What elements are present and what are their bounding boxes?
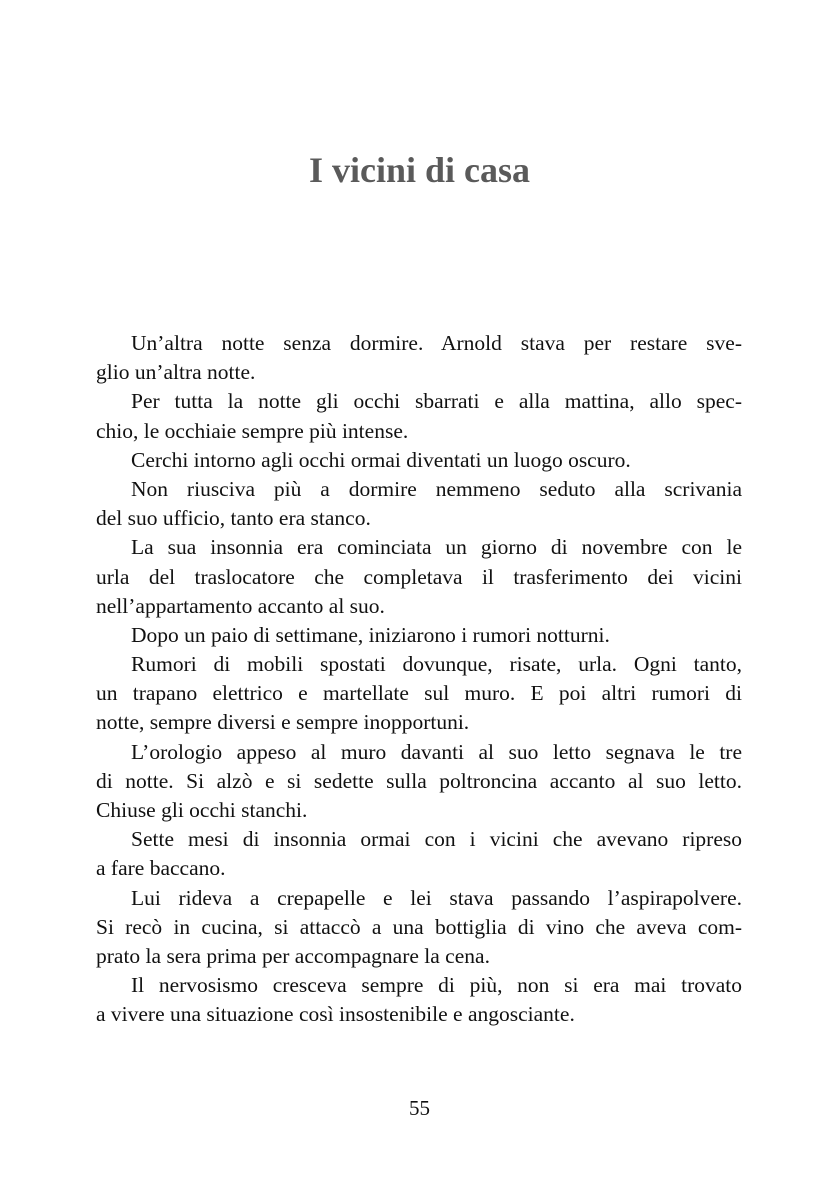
- text-line: Sette mesi di insonnia ormai con i vicini che avevano ripreso: [131, 827, 742, 852]
- paragraph: [96, 825, 742, 883]
- text-line: L’orologio appeso al muro davanti al suo letto segnava le tre: [131, 739, 742, 764]
- paragraph: [96, 650, 742, 738]
- chapter-body: [96, 329, 742, 1030]
- text-line: del suo ufficio, tanto era stanco.: [96, 506, 371, 531]
- text-line: urla del traslocatore che completava il trasferimento dei vicini: [96, 564, 742, 589]
- paragraph: [96, 387, 742, 445]
- text-line: un trapano elettrico e martellate sul muro. E poi altri rumori di: [96, 681, 742, 706]
- text-line: Cerchi intorno agli occhi ormai diventati un luogo oscuro.: [131, 447, 631, 472]
- paragraph: [96, 329, 742, 387]
- text-line: Un’altra notte senza dormire. Arnold stava per restare sve-: [131, 331, 742, 355]
- text-line: nell’appartamento accanto al suo.: [96, 593, 385, 618]
- text-line: chio, le occhiaie sempre più intense.: [96, 418, 409, 443]
- text-line: Si recò in cucina, si attaccò a una bottiglia di vino che aveva com-: [96, 914, 742, 939]
- page-number: 55: [409, 1096, 430, 1120]
- paragraph: [96, 971, 742, 1029]
- text-line: Lui rideva a crepapelle e lei stava passando l’aspirapolvere.: [131, 885, 742, 910]
- text-line: di notte. Si alzò e si sedette sulla poltroncina accanto al suo letto.: [96, 768, 742, 793]
- text-line: glio un’altra notte.: [96, 360, 256, 385]
- text-line: prato la sera prima per accompagnare la cena.: [96, 943, 490, 968]
- text-line: a vivere una situazione così insostenibile e angosciante.: [96, 1002, 575, 1027]
- chapter-title: I vicini di casa: [308, 150, 531, 190]
- paragraph: [96, 446, 742, 475]
- text-line: Per tutta la notte gli occhi sbarrati e alla mattina, allo spec-: [131, 389, 742, 414]
- paragraph: [96, 884, 742, 972]
- text-line: a fare baccano.: [96, 856, 226, 881]
- paragraph: [96, 475, 742, 533]
- text-line: notte, sempre diversi e sempre inopportuni.: [96, 710, 470, 735]
- text-line: Rumori di mobili spostati dovunque, risate, urla. Ogni tanto,: [131, 652, 742, 677]
- text-line: La sua insonnia era cominciata un giorno di novembre con le: [131, 535, 742, 560]
- text-line: Il nervosismo cresceva sempre di più, non si era mai trovato: [131, 973, 742, 998]
- paragraph: [96, 533, 742, 621]
- text-line: Chiuse gli occhi stanchi.: [96, 798, 308, 822]
- text-line: Dopo un paio di settimane, iniziarono i rumori notturni.: [131, 622, 610, 647]
- paragraph: [96, 621, 742, 650]
- paragraph: [96, 738, 742, 826]
- text-line: Non riusciva più a dormire nemmeno seduto alla scrivania: [131, 476, 742, 501]
